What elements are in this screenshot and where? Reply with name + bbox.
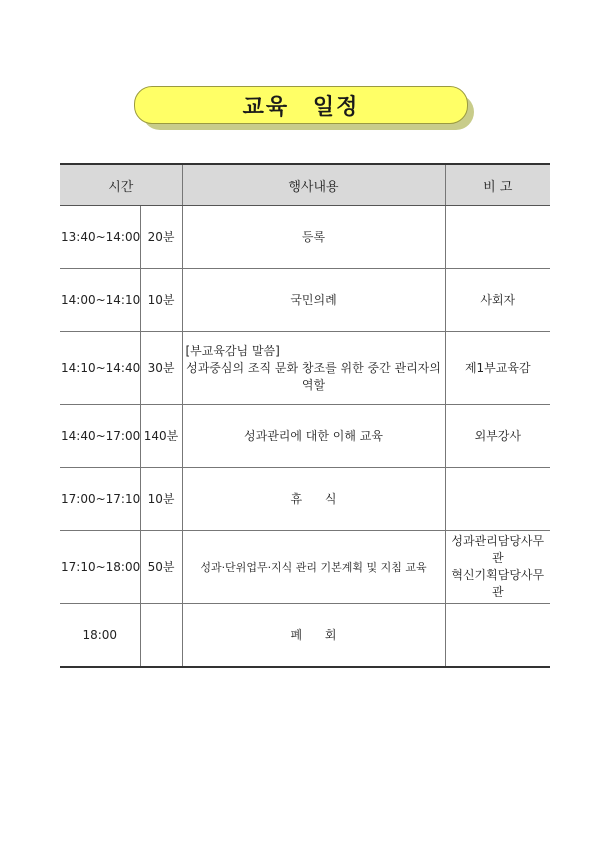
time-cell: 13:40~14:00 xyxy=(60,206,140,269)
note-line: 성과관리담당사무관 xyxy=(451,534,545,565)
table-row xyxy=(60,468,550,531)
time-cell: 17:10~18:00 xyxy=(60,531,140,604)
duration-cell xyxy=(140,604,182,668)
content-cell: 휴 식 xyxy=(182,468,445,531)
content-cell: 폐 회 xyxy=(182,604,445,668)
content-heading: [부교육감님 말씀] xyxy=(185,343,280,358)
duration-cell: 10분 xyxy=(140,468,182,531)
note-line: 혁신기획담당사무관 xyxy=(451,568,545,599)
content-cell: 국민의례 xyxy=(182,269,445,332)
time-cell: 17:00~17:10 xyxy=(60,468,140,531)
header-row xyxy=(60,164,550,206)
time-cell: 14:10~14:40 xyxy=(60,332,140,405)
note-cell: 제1부교육감 xyxy=(445,332,550,405)
note-cell xyxy=(445,531,550,604)
note-cell xyxy=(445,604,550,668)
content-cell xyxy=(182,332,445,405)
content-cell: 성과·단위업무·지식 관리 기본계획 및 지침 교육 xyxy=(182,531,445,604)
table-row xyxy=(60,405,550,468)
table-row xyxy=(60,206,550,269)
time-cell: 14:00~14:10 xyxy=(60,269,140,332)
header-note: 비 고 xyxy=(445,164,550,206)
table-row xyxy=(60,332,550,405)
header-time: 시간 xyxy=(60,164,182,206)
table-row xyxy=(60,604,550,668)
time-cell: 14:40~17:00 xyxy=(60,405,140,468)
content-text: 성과중심의 조직 문화 창조를 위한 중간 관리자의 역할 xyxy=(186,360,441,392)
page-title: 교육 일정 xyxy=(134,86,468,124)
duration-cell: 10분 xyxy=(140,269,182,332)
schedule-table xyxy=(60,163,550,668)
duration-cell: 20분 xyxy=(140,206,182,269)
content-cell: 성과관리에 대한 이해 교육 xyxy=(182,405,445,468)
header-content: 행사내용 xyxy=(182,164,445,206)
time-cell: 18:00 xyxy=(60,604,140,668)
note-cell: 사회자 xyxy=(445,269,550,332)
content-cell: 등록 xyxy=(182,206,445,269)
table-row xyxy=(60,531,550,604)
note-cell xyxy=(445,206,550,269)
duration-cell: 30분 xyxy=(140,332,182,405)
duration-cell: 50분 xyxy=(140,531,182,604)
table-row xyxy=(60,269,550,332)
note-cell xyxy=(445,468,550,531)
duration-cell: 140분 xyxy=(140,405,182,468)
note-cell: 외부강사 xyxy=(445,405,550,468)
